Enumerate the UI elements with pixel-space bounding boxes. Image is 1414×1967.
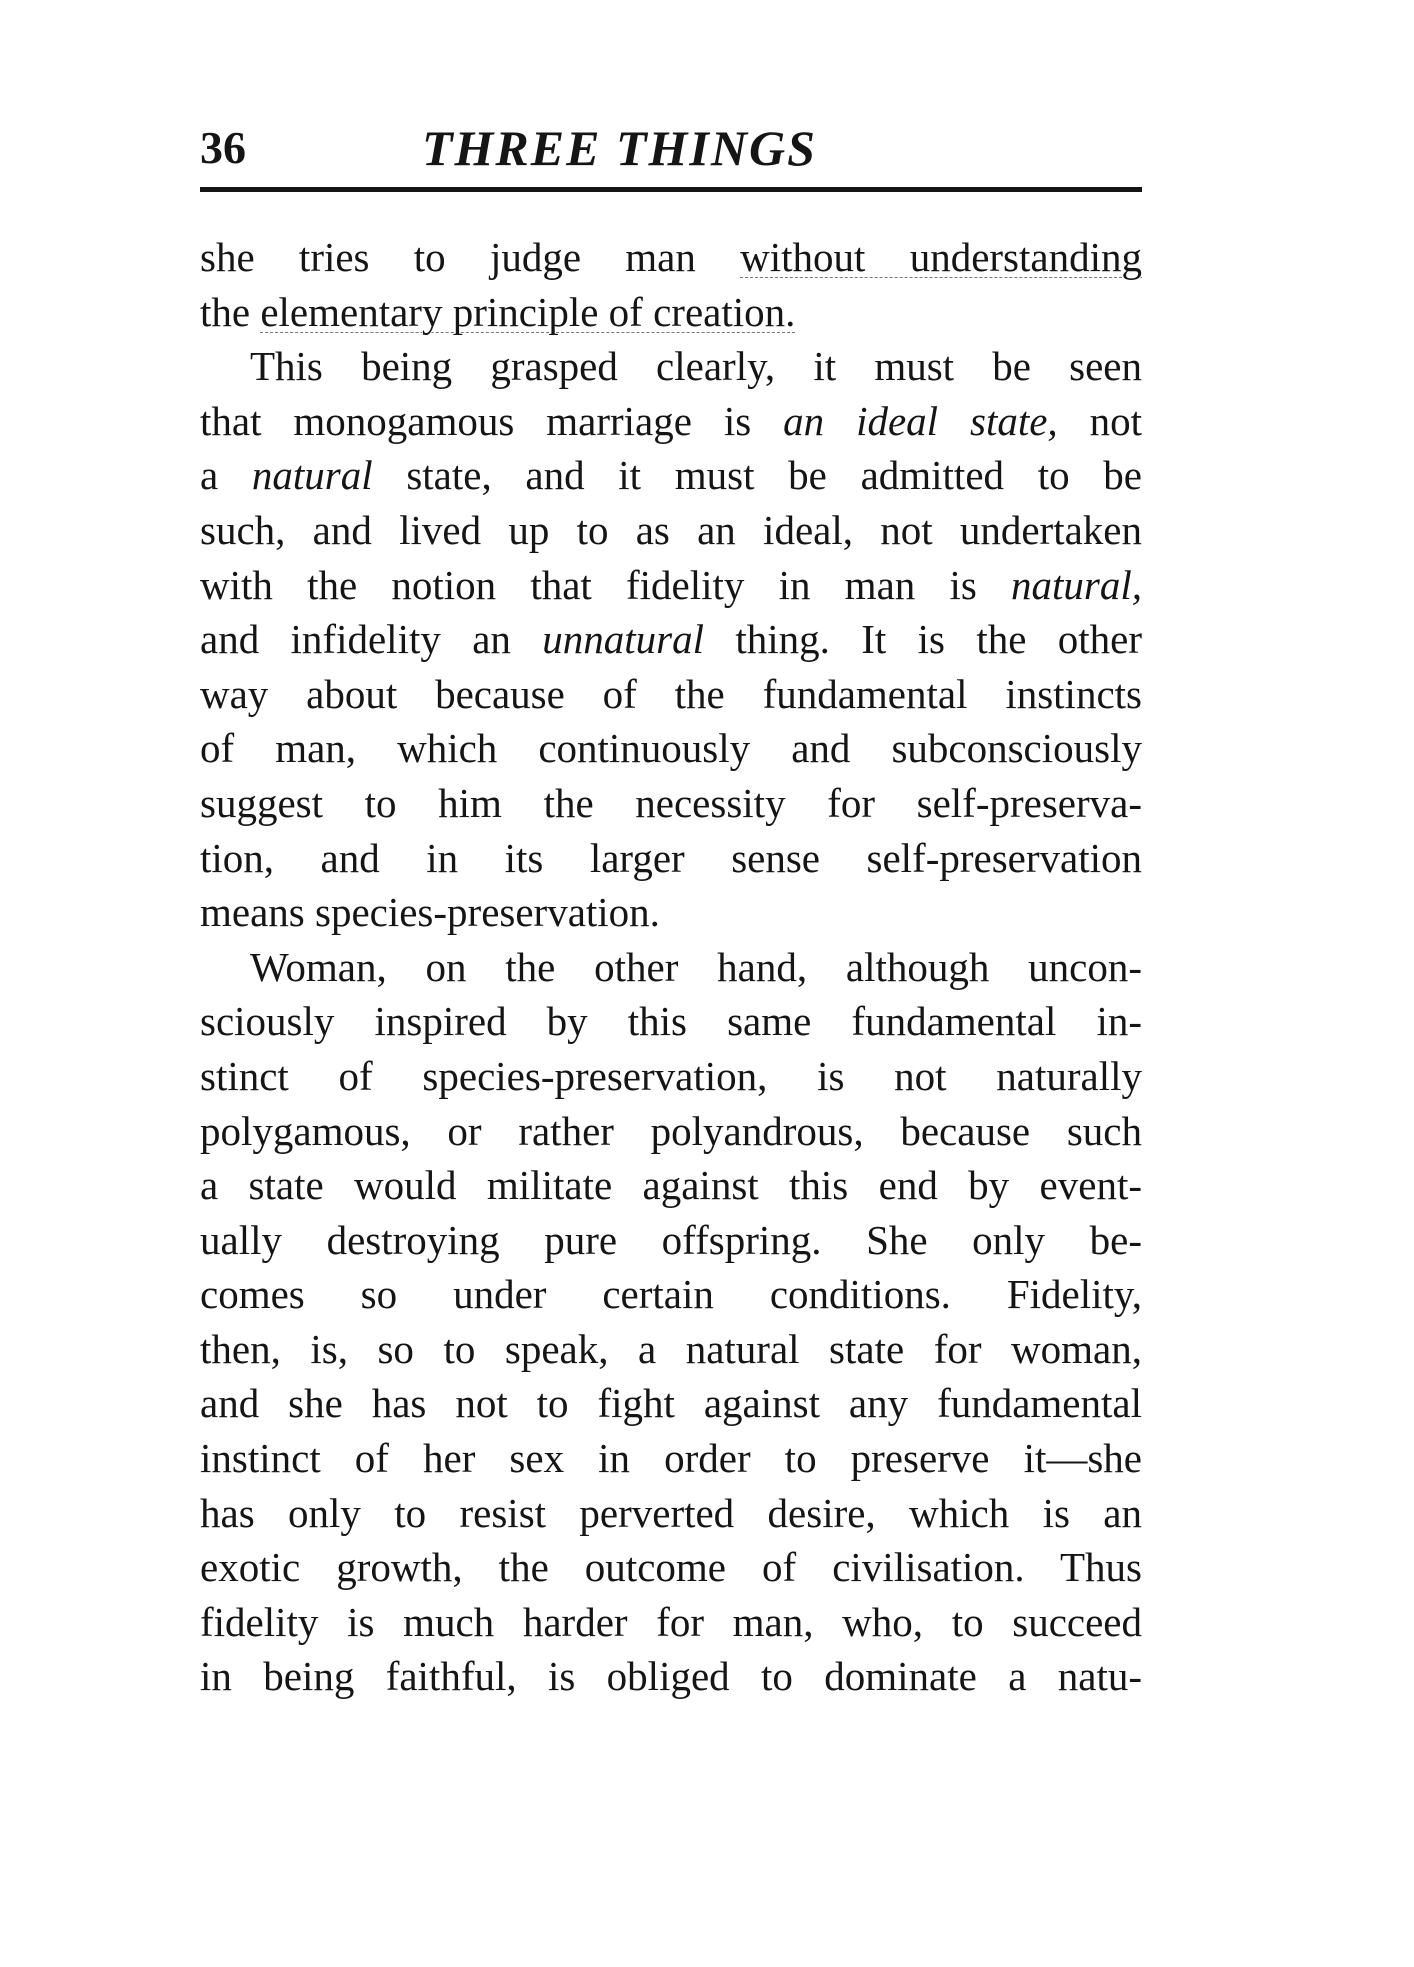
text-line [200, 831, 1142, 886]
text-segment: state, and it must be admitted to be [372, 452, 1142, 499]
text-line [200, 994, 1142, 1049]
text-line [200, 394, 1142, 449]
text-line [200, 1540, 1142, 1595]
text-line [200, 1104, 1142, 1159]
text-line [200, 885, 1142, 940]
italic-text: an ideal state, [783, 397, 1058, 444]
text-line [200, 503, 1142, 558]
text-line [200, 1486, 1142, 1541]
text-line [200, 667, 1142, 722]
italic-text: natural [251, 452, 373, 499]
running-head [200, 118, 1142, 178]
text-segment: has only to resist perverted desire, which is an [200, 1489, 1142, 1536]
text-segment: a [200, 452, 252, 499]
text-segment: instinct of her sex in order to preserve it—she [200, 1435, 1142, 1482]
text-segment: the [200, 288, 261, 335]
italic-text: natural, [1011, 561, 1142, 608]
text-segment: ually destroying pure offspring. She only be- [200, 1216, 1142, 1263]
text-segment: polygamous, or rather polyandrous, because such [200, 1107, 1142, 1154]
text-segment: tion, and in its larger sense self-preservation [200, 834, 1142, 881]
text-line [200, 776, 1142, 831]
text-line [200, 230, 1142, 285]
text-line [200, 448, 1142, 503]
text-segment: comes so under certain conditions. Fidelity, [200, 1271, 1142, 1318]
text-line [200, 1158, 1142, 1213]
body-text [200, 230, 1142, 1704]
text-segment: way about because of the fundamental instincts [200, 670, 1142, 717]
text-segment: that monogamous marriage is [200, 397, 784, 444]
text-segment: means species-preservation. [200, 889, 660, 936]
text-line [200, 339, 1142, 394]
text-segment: stinct of species-preservation, is not naturally [200, 1052, 1142, 1099]
text-segment: and infidelity an [200, 616, 543, 663]
text-segment: exotic growth, the outcome of civilisation. Thus [200, 1544, 1142, 1591]
text-line [200, 558, 1142, 613]
text-segment: elementary principle of creation. [260, 288, 796, 335]
text-segment: with the notion that fidelity in man is [200, 561, 1011, 608]
text-line [200, 1595, 1142, 1650]
text-segment: This being grasped clearly, it must be seen [250, 343, 1142, 390]
text-segment: and she has not to fight against any fundamental [200, 1380, 1142, 1427]
text-line [200, 285, 1142, 340]
text-segment: suggest to him the necessity for self-preserva- [200, 779, 1142, 826]
text-segment: sciously inspired by this same fundamental in- [200, 998, 1142, 1045]
text-line [200, 1322, 1142, 1377]
text-segment: then, is, so to speak, a natural state for woman, [200, 1325, 1142, 1372]
text-line [200, 1213, 1142, 1268]
text-line [200, 940, 1142, 995]
text-segment: Woman, on the other hand, although uncon- [250, 943, 1142, 990]
text-line [200, 612, 1142, 667]
text-line [200, 1376, 1142, 1431]
text-segment: not [1057, 397, 1142, 444]
italic-text: unnatural [542, 616, 704, 663]
text-segment: a state would militate against this end by event- [200, 1162, 1142, 1209]
text-segment: thing. It is the other [704, 616, 1142, 663]
running-title: THREE THINGS [422, 120, 817, 176]
text-line [200, 1267, 1142, 1322]
text-segment: she tries to judge man [200, 234, 741, 280]
text-segment: such, and lived up to as an ideal, not undertaken [200, 506, 1142, 553]
header-rule [200, 187, 1142, 192]
text-segment: of man, which continuously and subconsciously [200, 725, 1142, 772]
text-segment: fidelity is much harder for man, who, to succeed [200, 1598, 1142, 1645]
text-segment: without understanding [740, 234, 1142, 280]
text-line [200, 721, 1142, 776]
text-segment: in being faithful, is obliged to dominate a natu- [200, 1653, 1142, 1700]
page-number: 36 [200, 122, 246, 173]
text-line [200, 1649, 1142, 1704]
text-line [200, 1431, 1142, 1486]
text-line [200, 1049, 1142, 1104]
